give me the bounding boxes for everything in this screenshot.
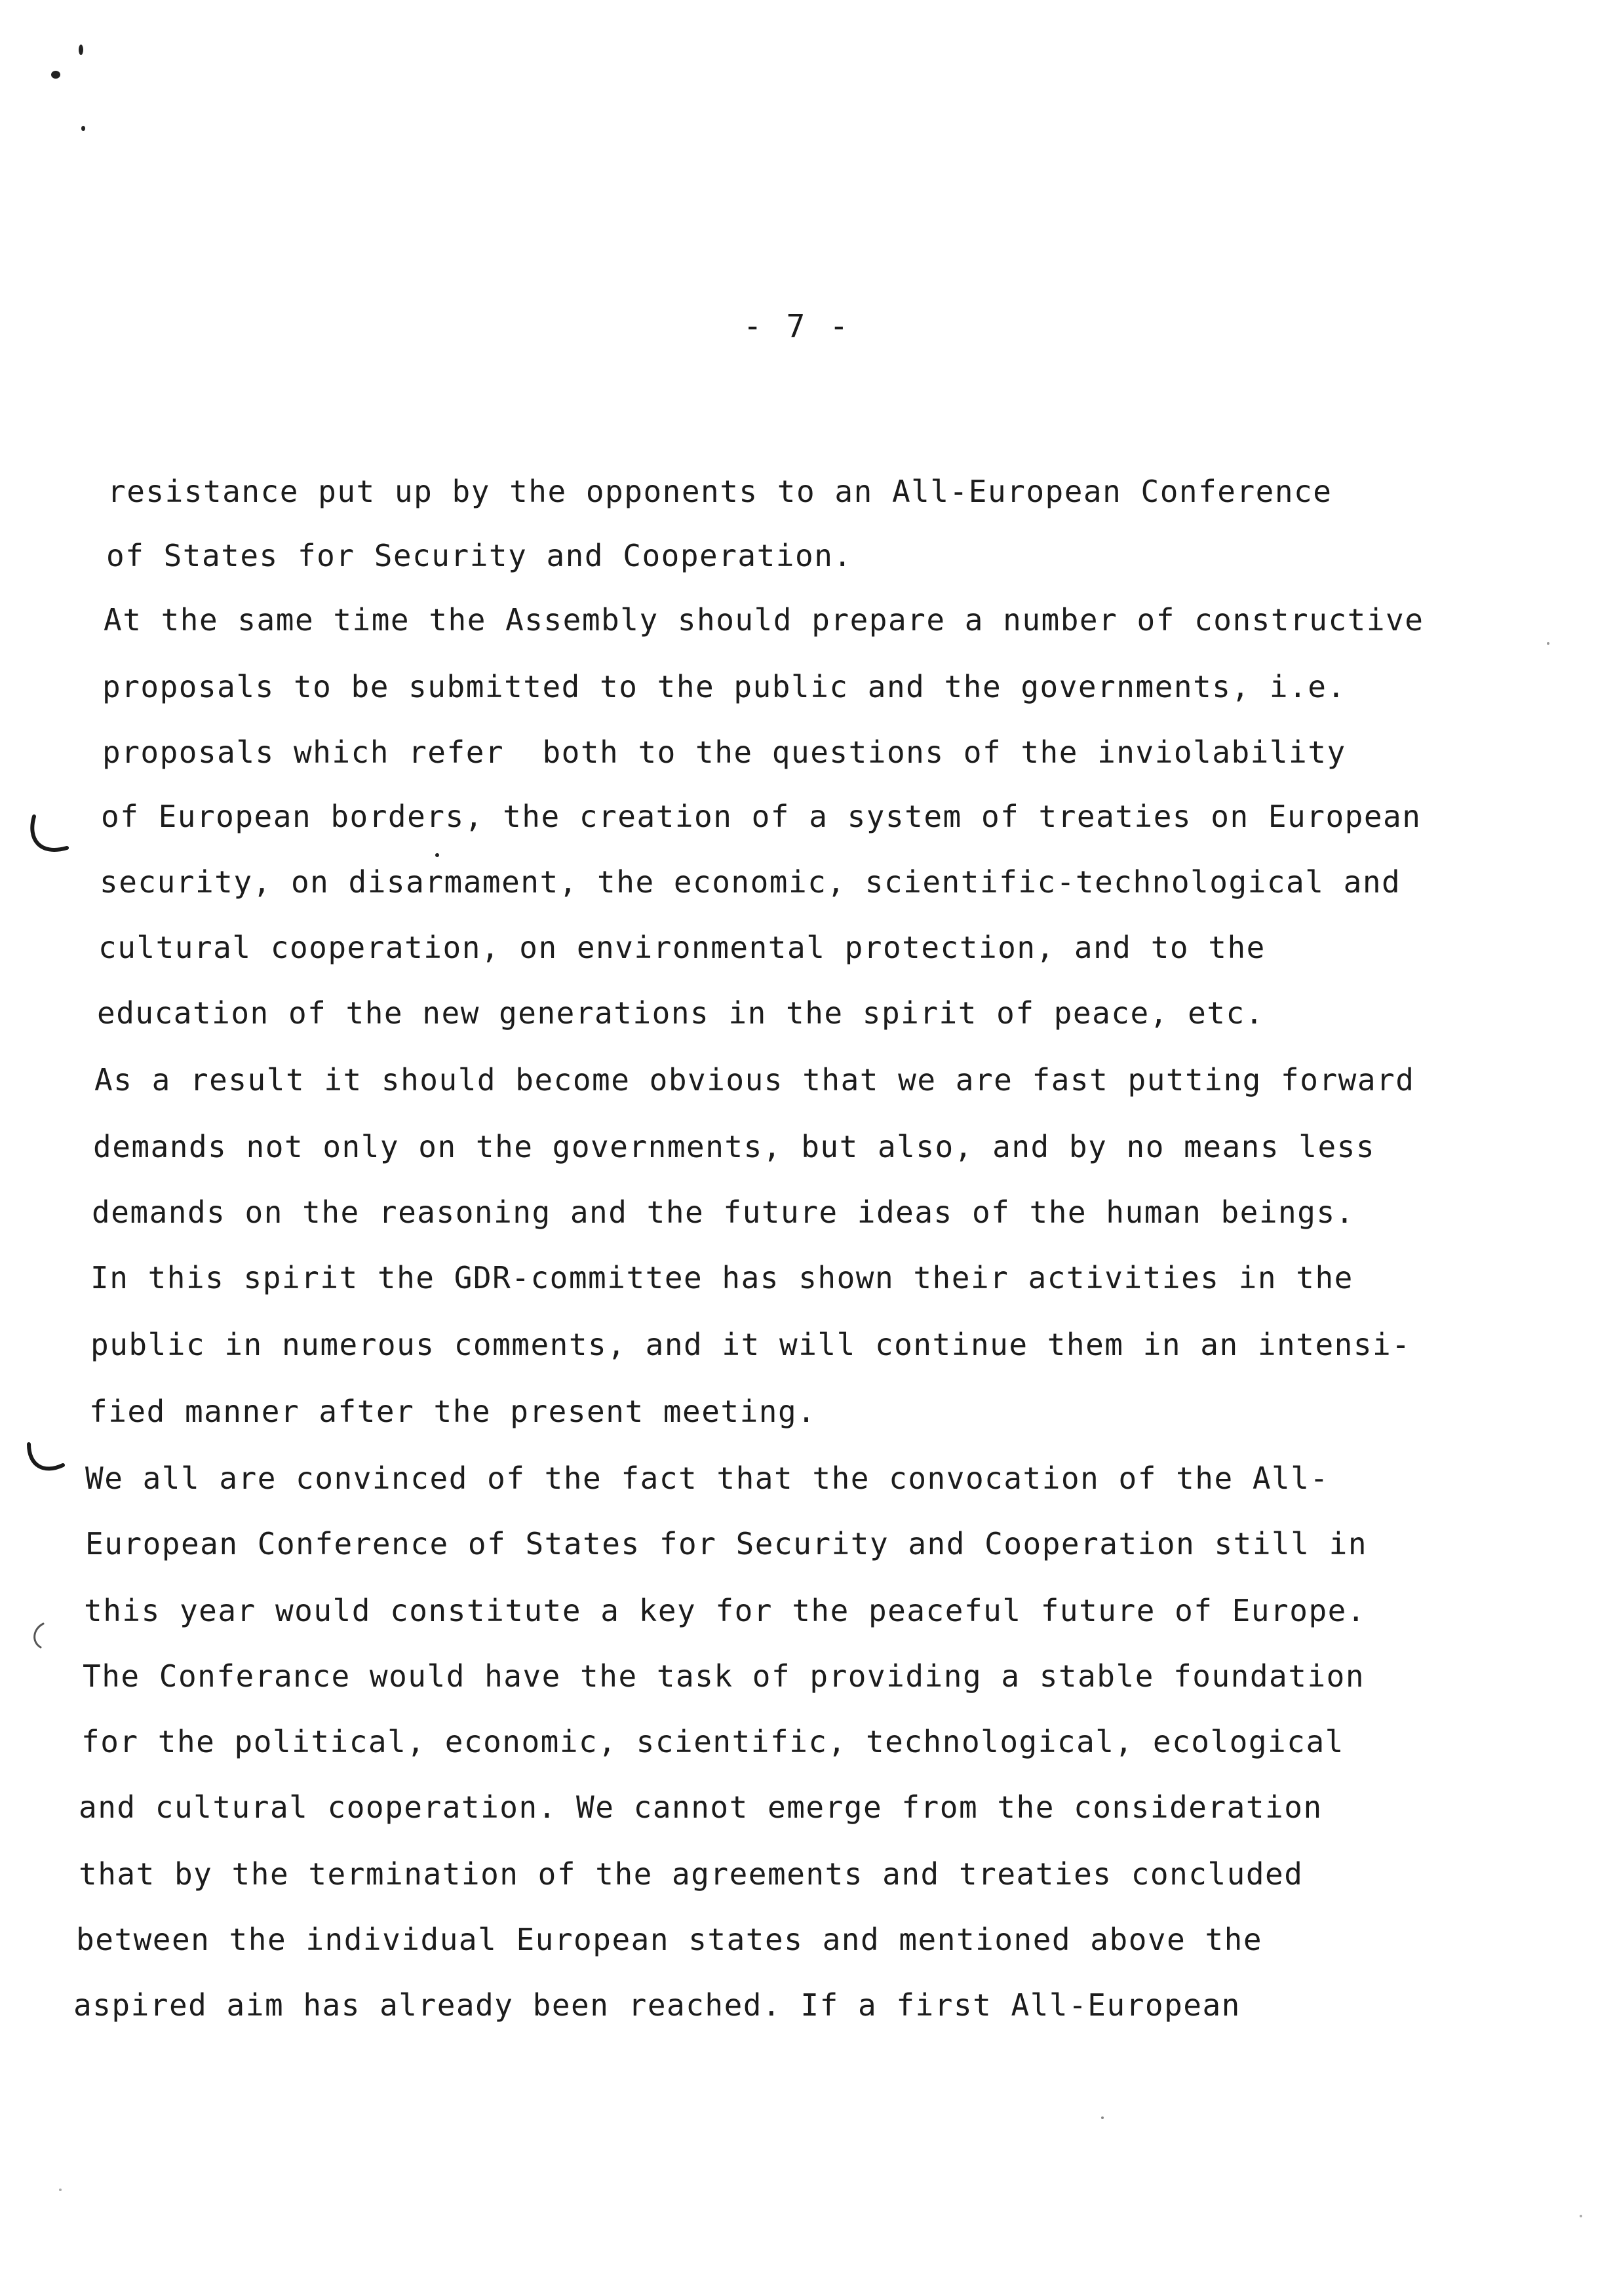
text-line: In this spirit the GDR-committee has shown their activities in the: [90, 1260, 1353, 1295]
text-line: proposals to be submitted to the public and the governments, i.e.: [102, 669, 1346, 704]
margin-bracket-mark: [26, 813, 72, 865]
scan-speck: [81, 126, 85, 131]
scan-speck: [1580, 2215, 1582, 2217]
text-line: European Conference of States for Security and Cooperation still in: [85, 1526, 1368, 1561]
text-line: resistance put up by the opponents to an All-European Conference: [107, 474, 1333, 509]
scan-speck: [1547, 642, 1549, 645]
text-line: that by the termination of the agreements and treaties concluded: [79, 1856, 1304, 1892]
text-line: of States for Security and Cooperation.: [106, 538, 853, 573]
scan-speck: [59, 2189, 62, 2191]
text-line: and cultural cooperation. We cannot emerge from the consideration: [79, 1789, 1323, 1825]
text-line: for the political, economic, scientific, technological, ecological: [81, 1724, 1344, 1759]
margin-bracket-mark: [24, 1439, 69, 1485]
text-line: fied manner after the present meeting.: [89, 1394, 817, 1429]
scan-speck: [51, 71, 60, 79]
text-line: between the individual European states and mentioned above the: [76, 1922, 1263, 1957]
text-line: As a result it should become obvious that we are fast putting forward: [94, 1062, 1415, 1098]
scan-speck: [435, 853, 439, 857]
text-line: aspired aim has already been reached. If a first All-European: [73, 1987, 1241, 2023]
text-line: education of the new generations in the spirit of peace, etc.: [97, 995, 1264, 1031]
text-line: public in numerous comments, and it will continue them in an intensi-: [90, 1327, 1411, 1362]
text-line: At the same time the Assembly should prepare a number of constructive: [104, 602, 1424, 638]
scan-speck: [79, 45, 83, 55]
scan-speck: [1101, 2116, 1104, 2119]
margin-bracket-mark: [26, 1618, 52, 1651]
text-line: this year would constitute a key for the peaceful future of Europe.: [84, 1593, 1367, 1628]
text-line: demands on the reasoning and the future ideas of the human beings.: [92, 1195, 1355, 1230]
text-line: security, on disarmament, the economic, scientific-technological and: [100, 864, 1401, 900]
text-line: cultural cooperation, on environmental protection, and to the: [98, 930, 1266, 965]
text-line: demands not only on the governments, but also, and by no means less: [93, 1129, 1376, 1164]
text-line: proposals which refer both to the questions of the inviolability: [102, 735, 1346, 770]
text-line: of European borders, the creation of a system of treaties on European: [101, 799, 1422, 834]
text-line: We all are convinced of the fact that the convocation of the All-: [85, 1461, 1329, 1496]
page-number: - 7 -: [743, 308, 851, 345]
text-line: The Conferance would have the task of providing a stable foundation: [83, 1658, 1365, 1694]
